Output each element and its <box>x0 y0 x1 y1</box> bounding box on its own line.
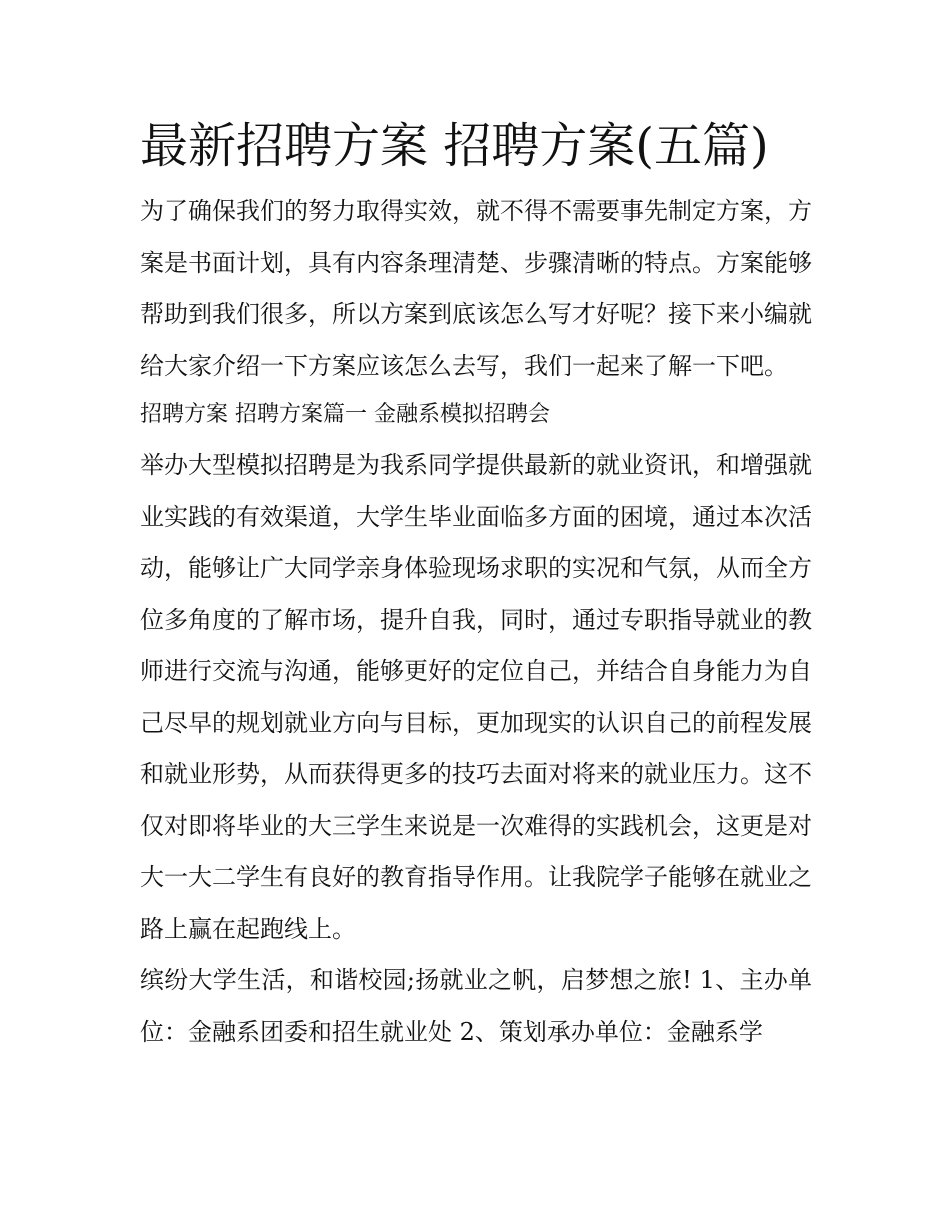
section-heading: 招聘方案 招聘方案篇一 金融系模拟招聘会 <box>140 402 550 427</box>
document-title: 最新招聘方案 招聘方案(五篇) <box>140 118 769 174</box>
intro-paragraph: 为了确保我们的努力取得实效，就不得不需要事先制定方案，方案是书面计划，具有内容条理清楚、步骤清晰的特点。方案能够帮助到我们很多，所以方案到底该怎么写才好呢？接下来小编就给大家介绍一下方案应该怎么去写，我们一起来了解一下吧。 <box>140 197 812 380</box>
section-body-paragraph-2: 缤纷大学生活，和谐校园;扬就业之帆，启梦想之旅! 1、主办单位：金融系团委和招生就业处 2、策划承办单位：金融系学 <box>140 966 812 1046</box>
section-body-paragraph: 举办大型模拟招聘是为我系同学提供最新的就业资讯，和增强就业实践的有效渠道，大学生毕业面临多方面的困境，通过本次活动，能够让广大同学亲身体验现场求职的实况和气氛，从而全方位多角度的了解市场，提升自我，同时，通过专职指导就业的教师进行交流与沟通，能够更好的定位自己，并结合自身能力为自己尽早的规划就业方向与目标，更加现实的认识自己的前程发展和就业形势，从而获得更多的技巧去面对将来的就业压力。这不仅对即将毕业的大三学生来说是一次难得的实践机会，这更是对大一大二学生有良好的教育指导作用。让我院学子能够在就业之路上赢在起跑线上。 <box>140 451 812 943</box>
document-page <box>140 108 812 1058</box>
